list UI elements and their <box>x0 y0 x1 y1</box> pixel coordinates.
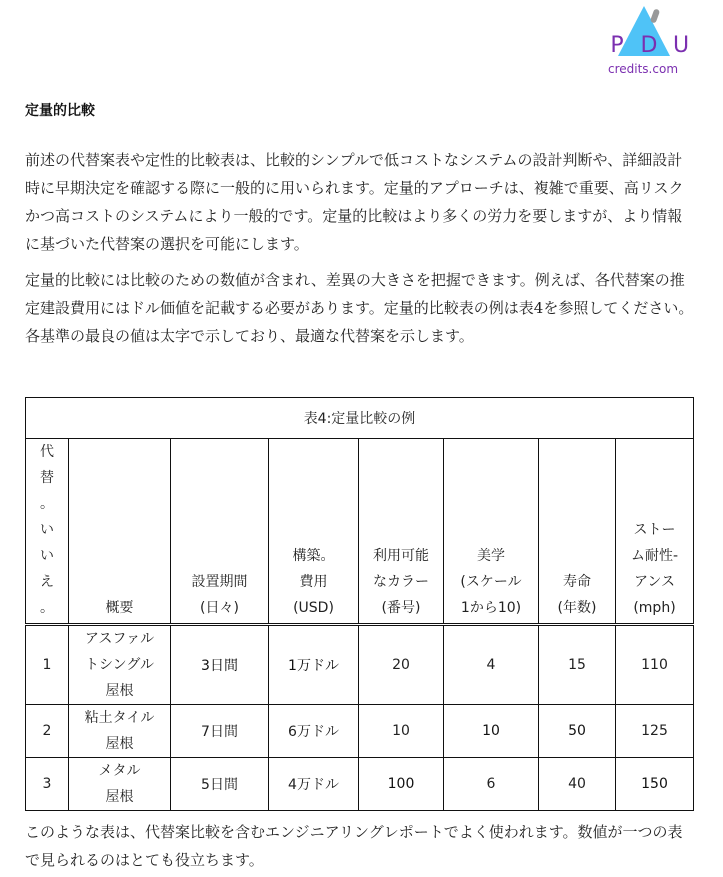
paragraph-conclusion: このような表は、代替案比較を含むエンジニアリングレポートでよく使われます。数値が一つの表で見られるのはとても役立ちます。 <box>25 823 683 869</box>
description-line: 屋根 <box>105 683 134 699</box>
header-available-colors <box>359 439 444 625</box>
header-line: 概要 <box>105 600 134 616</box>
header-line: アンス <box>633 574 676 590</box>
header-line: 構築。 <box>292 548 335 564</box>
header-line: 。 <box>40 600 54 616</box>
section-heading: 定量的比較 <box>25 103 95 119</box>
paragraph-intro: 前述の代替案表や定性的比較表は、比較的シンプルで低コストなシステムの設計判断や、詳細設計時に早期決定を確認する際に一般的に用いられます。定量的アプローチは、複雑で重要、高リスクかつ高コストのシステムにより一般的です。定量的比較はより多くの労力を要しますが、より情報に基づいた代替案の選択を可能にします。 <box>25 151 684 253</box>
cell-description <box>69 625 171 705</box>
cell-aesthetics: 10 <box>444 705 539 758</box>
cell-description <box>69 758 171 811</box>
header-line: い <box>40 522 54 538</box>
cell-install-period: 3日間 <box>171 625 269 705</box>
header-build-cost <box>269 439 359 625</box>
header-description <box>69 439 171 625</box>
logo-domain: credits.com <box>608 62 679 76</box>
cell-build-cost: 4万ドル <box>269 758 359 811</box>
description-line: 粘土タイル <box>84 710 155 726</box>
cell-alternative-no: 3 <box>26 758 69 811</box>
header-line: (番号) <box>381 600 421 616</box>
description-line: 屋根 <box>105 789 134 805</box>
cell-build-cost: 1万ドル <box>269 625 359 705</box>
header-line: なカラー <box>373 574 429 590</box>
cell-lifespan: 15 <box>539 625 616 705</box>
header-line: 美学 <box>477 548 505 564</box>
header-line: 代 <box>40 444 54 460</box>
header-line: 1から10) <box>460 600 522 616</box>
paragraph-quantitative: 定量的比較には比較のための数値が含まれ、差異の大きさを把握できます。例えば、各代替案の推定建設費用にはドル価値を記載する必要があります。定量的比較表の例は表4を参照してください。各基準の最良の値は太字で示しており、最適な代替案を示します。 <box>25 271 694 345</box>
header-alternative-no <box>26 439 69 625</box>
cell-available-colors: 20 <box>359 625 444 705</box>
header-lifespan <box>539 439 616 625</box>
cell-alternative-no: 1 <box>26 625 69 705</box>
cell-install-period: 5日間 <box>171 758 269 811</box>
header-line: ム耐性- <box>630 548 679 564</box>
header-line: 寿命 <box>563 574 591 590</box>
header-line: (mph) <box>633 600 676 616</box>
header-aesthetics <box>444 439 539 625</box>
header-line: (USD) <box>293 600 334 616</box>
description-line: アスファル <box>84 631 155 647</box>
header-line: 。 <box>40 496 54 512</box>
pdu-credits-logo <box>606 6 692 76</box>
header-line: ストー <box>633 522 676 538</box>
cell-aesthetics: 4 <box>444 625 539 705</box>
header-install-period <box>171 439 269 625</box>
logo-letter: U <box>672 33 690 58</box>
header-line: 利用可能 <box>373 548 429 564</box>
cell-alternative-no: 2 <box>26 705 69 758</box>
table-row <box>26 758 694 811</box>
cell-description <box>69 705 171 758</box>
cell-install-period: 7日間 <box>171 705 269 758</box>
table-header-row <box>26 439 694 625</box>
description-line: メタル <box>98 763 141 779</box>
header-line: 替 <box>40 470 54 486</box>
description-line: トシングル <box>85 657 154 673</box>
header-storm-resistance <box>616 439 694 625</box>
logo-letter: D <box>640 33 658 58</box>
table-row <box>26 625 694 705</box>
description-line: 屋根 <box>105 736 134 752</box>
cell-available-colors: 100 <box>359 758 444 811</box>
cell-lifespan: 40 <box>539 758 616 811</box>
cell-storm-resistance: 110 <box>616 625 694 705</box>
header-line: 費用 <box>299 574 328 590</box>
logo-letter: P <box>610 33 624 58</box>
cell-storm-resistance: 150 <box>616 758 694 811</box>
comparison-table <box>25 397 694 811</box>
header-line: (日々) <box>200 600 239 616</box>
cell-build-cost: 6万ドル <box>269 705 359 758</box>
cell-available-colors: 10 <box>359 705 444 758</box>
table-title: 表4:定量比較の例 <box>26 398 694 439</box>
header-line: (年数) <box>557 600 597 616</box>
logo-letters <box>606 33 692 58</box>
cell-lifespan: 50 <box>539 705 616 758</box>
header-line: え <box>40 574 54 590</box>
cell-aesthetics: 6 <box>444 758 539 811</box>
cell-storm-resistance: 125 <box>616 705 694 758</box>
header-line: 設置期間 <box>191 574 248 590</box>
header-line: い <box>40 548 54 564</box>
header-line: (スケール <box>460 574 522 590</box>
table-row <box>26 705 694 758</box>
